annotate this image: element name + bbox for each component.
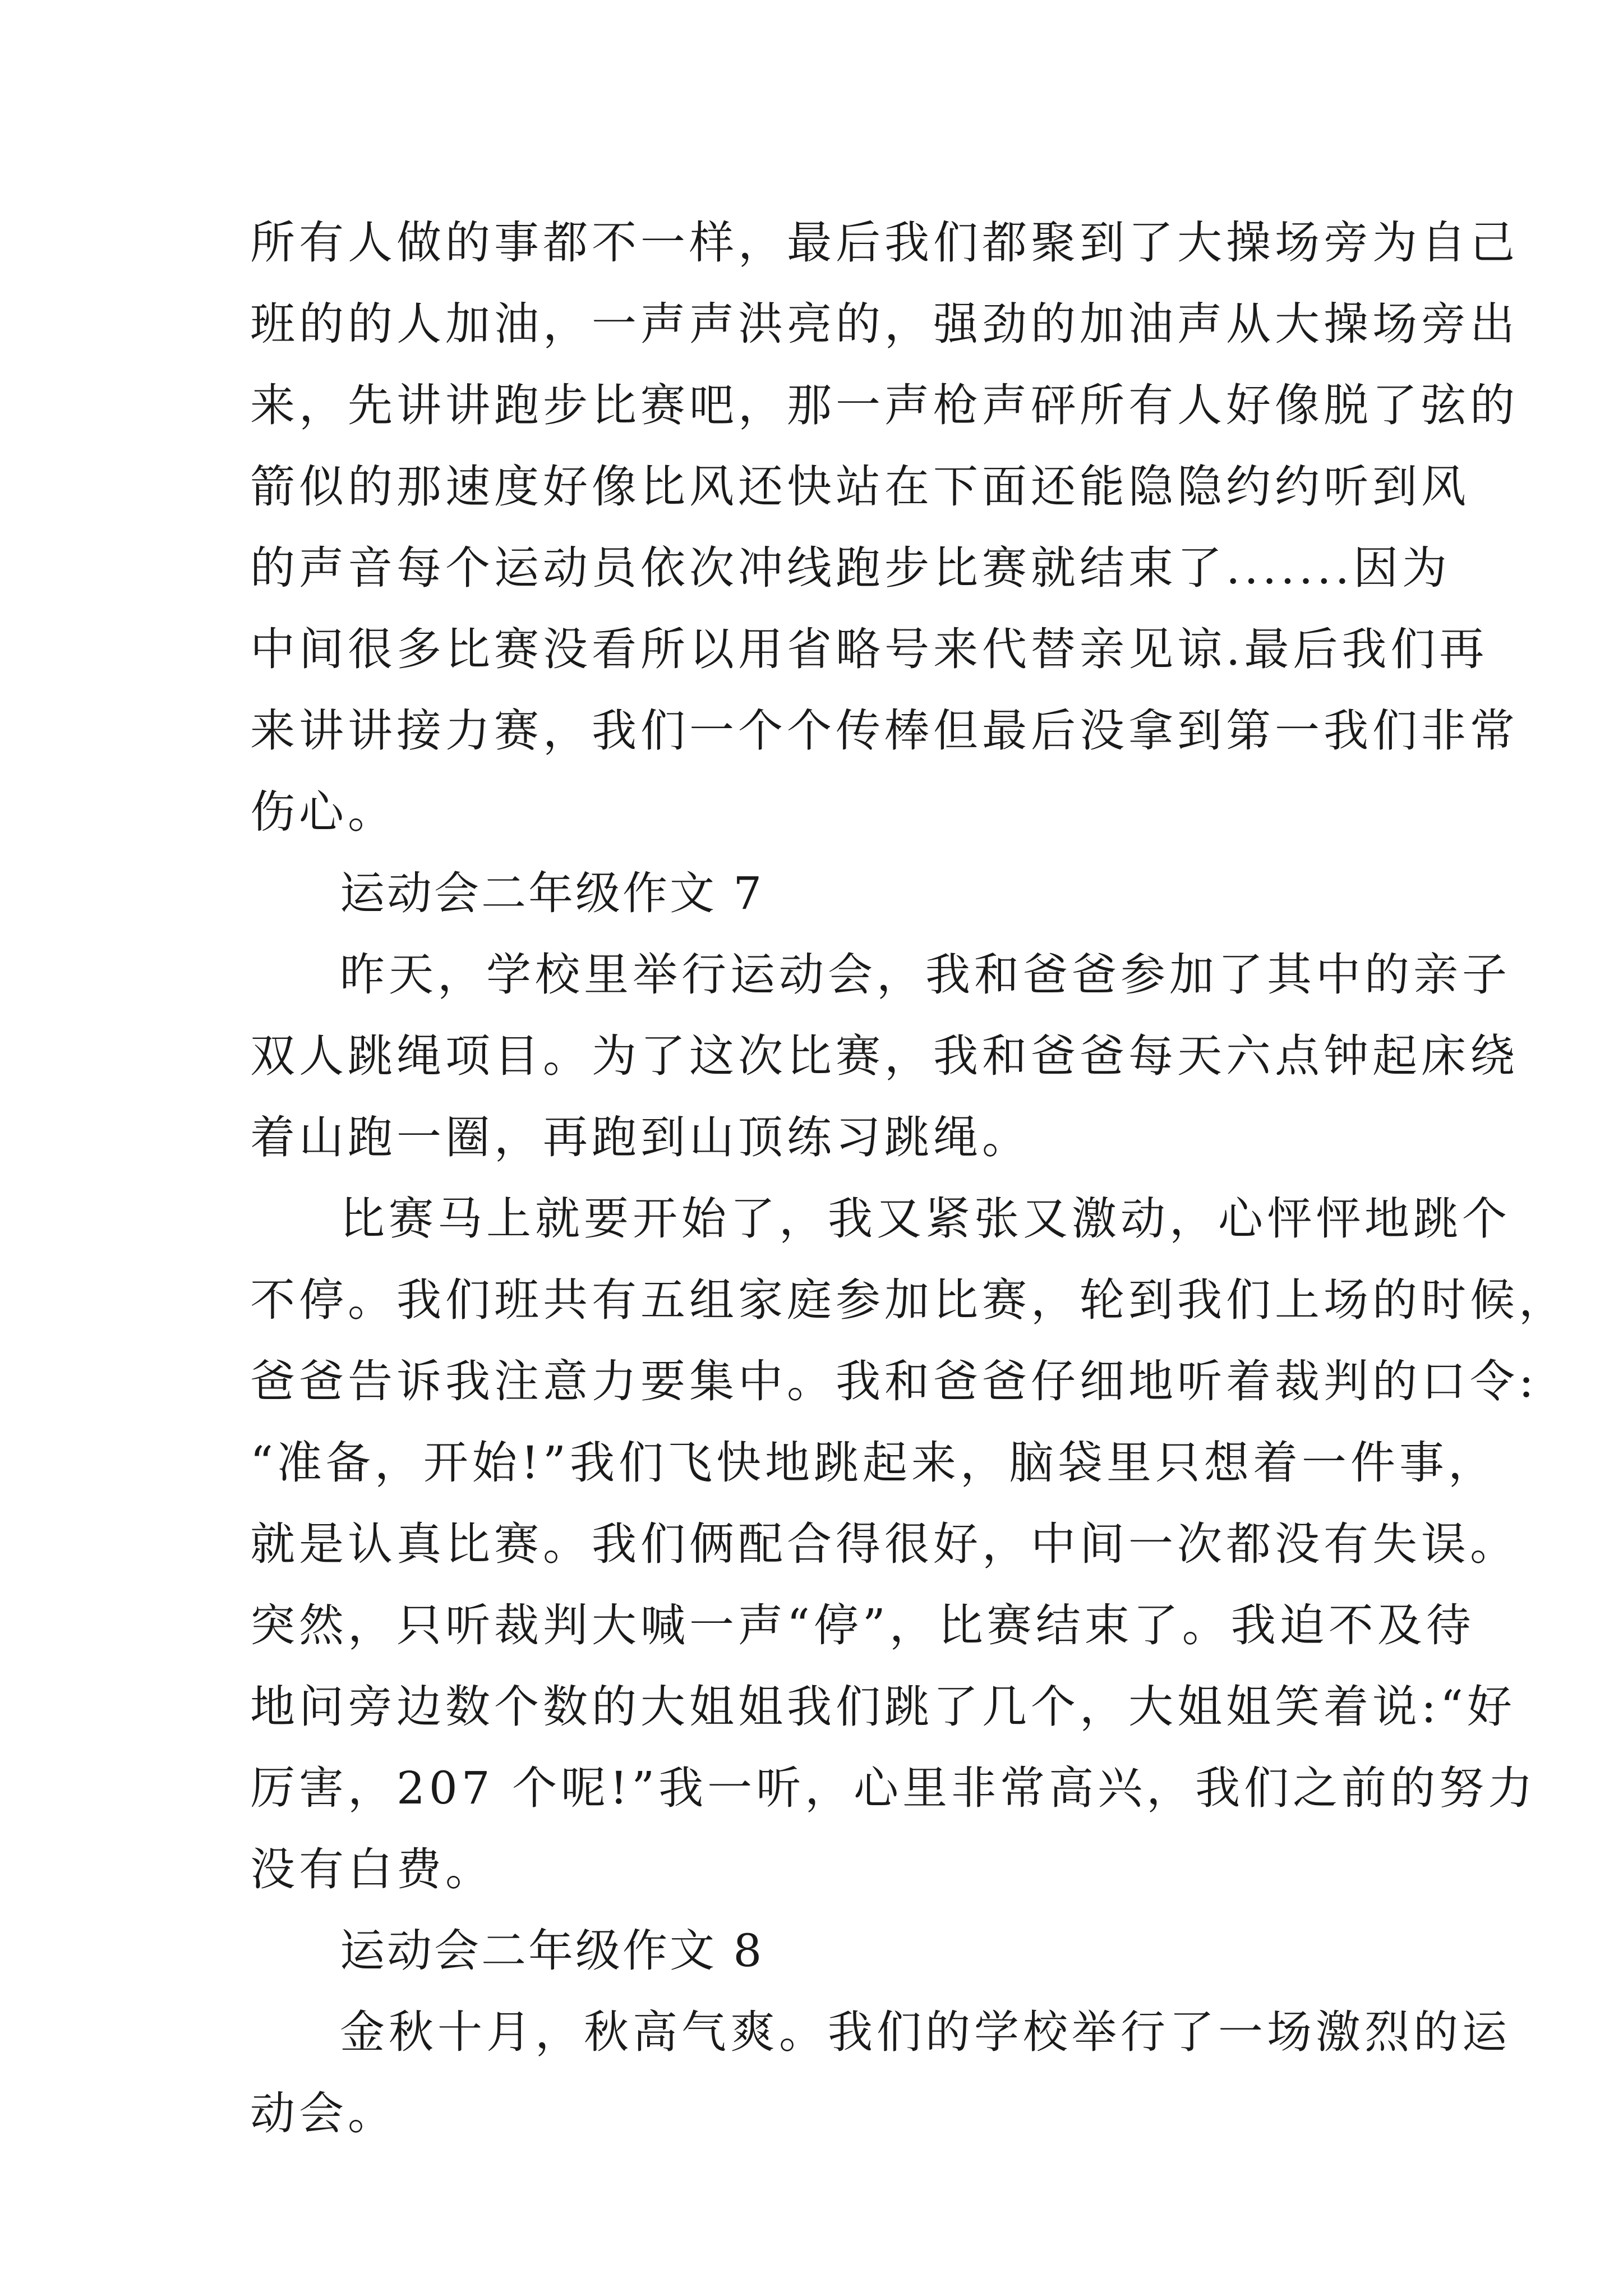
text-line: 来讲讲接力赛，我们一个个传棒但最后没拿到第一我们非常	[250, 705, 1519, 757]
text-line: 中间很多比赛没看所以用省略号来代替亲见谅.最后我们再	[250, 623, 1488, 675]
text-line: 动会。	[250, 2087, 396, 2139]
text-line: 地问旁边数个数的大姐姐我们跳了几个，大姐姐笑着说:“好	[250, 1681, 1516, 1733]
paragraph-first-line: 昨天，学校里举行运动会，我和爸爸参加了其中的亲子	[340, 949, 1511, 1001]
text-line: 没有白费。	[250, 1843, 494, 1895]
text-line: 双人跳绳项目。为了这次比赛，我和爸爸每天六点钟起床绕	[250, 1030, 1519, 1082]
text-line: 突然，只听裁判大喊一声“停”，比赛结束了。我迫不及待	[250, 1599, 1475, 1651]
document-body	[250, 202, 1567, 2154]
section-heading: 运动会二年级作文 8	[340, 1925, 764, 1977]
text-line: 就是认真比赛。我们俩配合得很好，中间一次都没有失误。	[250, 1518, 1519, 1570]
section-heading: 运动会二年级作文 7	[340, 867, 764, 919]
text-line: “准备，开始!”我们飞快地跳起来，脑袋里只想着一件事，	[250, 1437, 1497, 1489]
paragraph-first-line: 金秋十月，秋高气爽。我们的学校举行了一场激烈的运	[340, 2006, 1511, 2058]
text-line: 不停。我们班共有五组家庭参加比赛，轮到我们上场的时候，	[250, 1274, 1567, 1326]
text-line: 着山跑一圈，再跑到山顶练习跳绳。	[250, 1111, 1031, 1163]
text-line: 箭似的那速度好像比风还快站在下面还能隐隐约约听到风	[250, 461, 1470, 513]
text-line: 班的的人加油，一声声洪亮的，强劲的加油声从大操场旁出	[250, 298, 1519, 350]
text-line: 伤心。	[250, 786, 396, 838]
paragraph-first-line: 比赛马上就要开始了，我又紧张又激动，心怦怦地跳个	[340, 1193, 1511, 1245]
text-line: 爸爸告诉我注意力要集中。我和爸爸仔细地听着裁判的口令:	[250, 1355, 1538, 1407]
text-line: 厉害，207 个呢!”我一听，心里非常高兴，我们之前的努力	[250, 1762, 1537, 1814]
text-line: 的声音每个运动员依次冲线跑步比赛就结束了.......因为	[250, 542, 1451, 594]
text-line: 来，先讲讲跑步比赛吧，那一声枪声砰所有人好像脱了弦的	[250, 379, 1519, 431]
text-line: 所有人做的事都不一样，最后我们都聚到了大操场旁为自己	[250, 217, 1519, 269]
